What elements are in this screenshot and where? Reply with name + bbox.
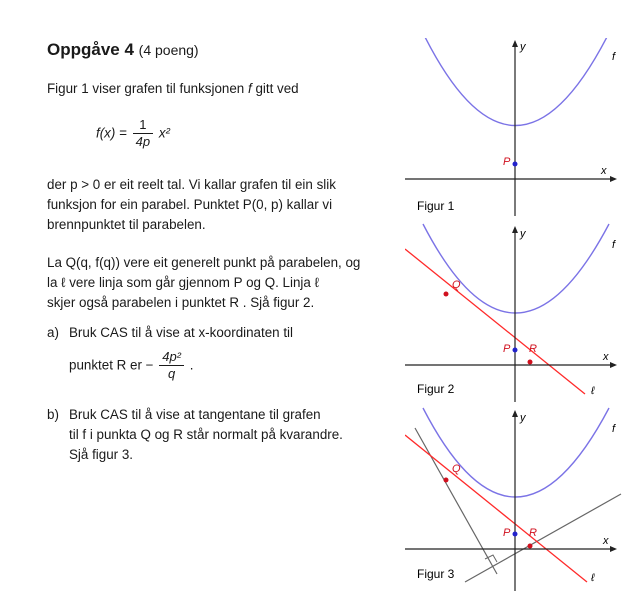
fig2-point-Q: [444, 292, 449, 297]
fig1-point-P: [513, 162, 518, 167]
figure-1: [405, 38, 630, 216]
fig2-label-Q: Q: [452, 279, 461, 291]
formula: f(x) = $\frac{1}{4p}$ x²: [96, 117, 170, 149]
fig1-label-f: f: [612, 51, 616, 63]
fig1-y-arrow: [512, 40, 518, 47]
fig3-label-P: P: [503, 527, 511, 539]
fig3-point-P: [513, 532, 518, 537]
fig3-label-x: x: [603, 535, 609, 547]
fig3-y-arrow: [512, 410, 518, 417]
fig1-label-P: P: [503, 156, 511, 168]
task-points: (4 poeng): [138, 42, 199, 58]
fig2-parabola: [423, 224, 609, 313]
fig2-label-y: y: [520, 228, 526, 240]
fig3-parabola: [423, 408, 609, 497]
fig2-label-f: f: [612, 239, 616, 251]
intro-para-2: La Q(q, f(q)) vere eit generelt punkt på parabelen, og la ℓ vere linja som går gjennom P og Q. Linja ℓ skjer også parabelen i punktet R . Sjå figur 2.: [47, 255, 361, 310]
figure-3: [405, 406, 630, 596]
fig3-x-arrow: [610, 546, 617, 552]
part-a-line-2: punktet R er − $\frac{\text{4p²}}{q}$ .: [69, 349, 194, 381]
fig2-point-P: [513, 348, 518, 353]
task-title-text: Oppgåve 4: [47, 40, 134, 59]
part-b-text: Bruk CAS til å vise at tangentane til grafen til f i punkta Q og R står normalt på kvarandre. Sjå figur 3.: [69, 407, 343, 462]
fig2-label-P: P: [503, 343, 511, 355]
fig3-point-Q: [444, 478, 449, 483]
part-a-line-1: Bruk CAS til å vise at x-koordinaten til: [69, 325, 294, 340]
part-a-letter: a): [47, 325, 59, 340]
fig1-parabola: [423, 38, 609, 126]
fig3-tangent-R: [465, 494, 621, 582]
part-b-letter: b): [47, 407, 59, 422]
fig3-point-R: [528, 544, 533, 549]
part-a-fraction: $\frac{\text{4p²}}{q}$: [159, 349, 184, 382]
fig2-point-R: [528, 360, 533, 365]
fig2-y-arrow: [512, 226, 518, 233]
fig2-line-l: [405, 249, 585, 394]
figure-2: [405, 222, 630, 402]
fig3-caption: Figur 3: [417, 567, 455, 581]
fig1-label-x: x: [601, 165, 607, 177]
fig2-caption: Figur 2: [417, 382, 455, 396]
fig3-label-y: y: [520, 412, 526, 424]
fig3-label-R: R: [529, 527, 537, 539]
formula-fraction: $\frac{1}{4p}$: [133, 117, 153, 150]
task-title: [47, 40, 199, 60]
fig3-tangent-Q: [415, 428, 497, 574]
fig3-label-Q: Q: [452, 463, 461, 475]
fig1-caption: Figur 1: [417, 199, 455, 213]
fig2-label-R: R: [529, 343, 537, 355]
fig2-x-arrow: [610, 362, 617, 368]
intro-line-1: Figur 1 viser grafen til funksjonen f gitt ved: [47, 81, 299, 96]
intro-para-1: der p > 0 er eit reelt tal. Vi kallar grafen til ein slik funksjon for ein parabel. Punktet P(0, p) kallar vi brennpunktet til parabelen.: [47, 177, 336, 232]
fig1-x-arrow: [610, 176, 617, 182]
fig2-label-l: ℓ: [591, 385, 595, 397]
fig3-label-l: ℓ: [591, 572, 595, 584]
fig2-label-x: x: [603, 351, 609, 363]
fig1-label-y: y: [520, 41, 526, 53]
fig3-label-f: f: [612, 423, 616, 435]
